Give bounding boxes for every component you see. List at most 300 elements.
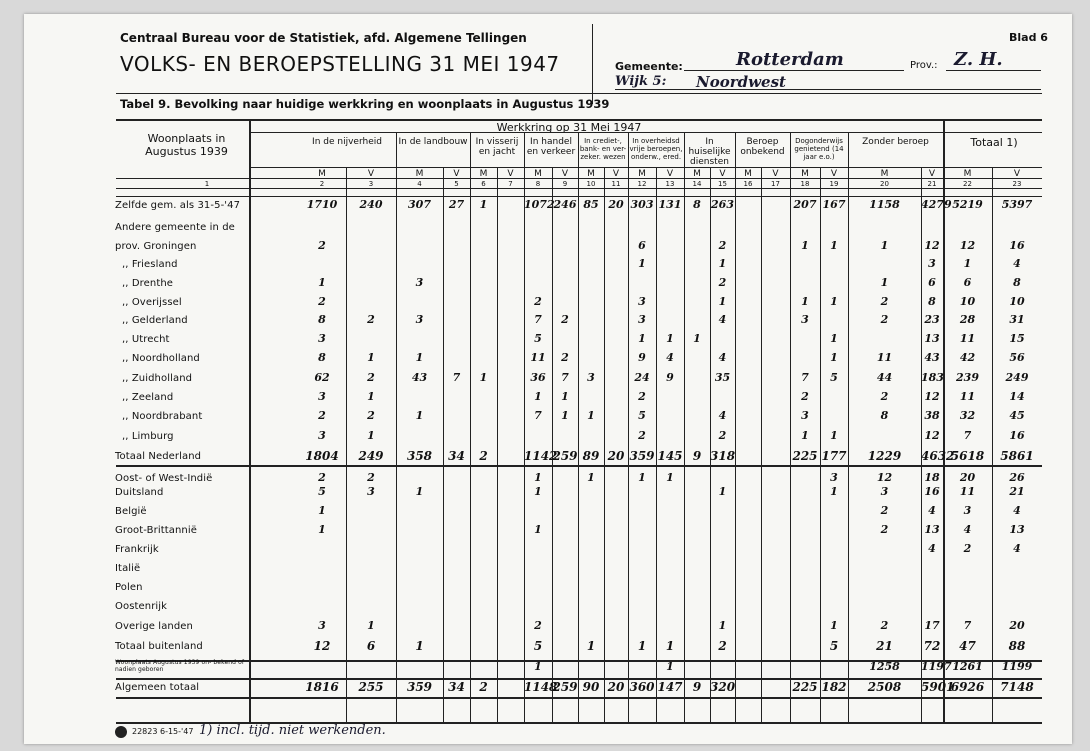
data-cell: 20	[607, 449, 625, 463]
data-cell: 7148	[1000, 680, 1034, 694]
data-cell: 3	[638, 313, 646, 326]
m-header: M	[801, 169, 809, 179]
data-cell: 1	[718, 295, 727, 308]
data-cell: 5901	[921, 680, 955, 694]
data-cell: 38	[924, 409, 940, 422]
data-cell: 303	[630, 198, 654, 211]
data-cell: 1	[479, 198, 488, 211]
data-cell: 85	[583, 198, 599, 211]
data-cell: 360	[629, 680, 655, 694]
m-header: M	[534, 169, 542, 179]
grid-rule	[116, 465, 1042, 467]
data-cell: 45	[1009, 409, 1025, 422]
census-title: VOLKS- EN BEROEPSTELLING 31 MEI 1947	[120, 52, 560, 76]
data-cell: 1	[666, 471, 674, 484]
data-cell: 6	[366, 639, 376, 653]
data-cell: 5861	[1000, 449, 1034, 463]
data-cell: 1	[561, 390, 569, 403]
data-cell: 359	[629, 449, 655, 463]
data-cell: 2	[963, 542, 972, 555]
data-cell: 1	[638, 257, 646, 270]
data-cell: 5	[318, 485, 326, 498]
grid-rule	[735, 132, 736, 723]
data-cell: 12	[313, 639, 331, 653]
column-number: 17	[771, 180, 780, 188]
data-cell: 2508	[867, 680, 902, 694]
data-cell: 1	[318, 523, 326, 536]
data-cell: 2	[718, 429, 727, 442]
data-cell: 1	[415, 409, 424, 422]
data-cell: 1261	[952, 660, 983, 673]
data-cell: 307	[408, 198, 431, 211]
data-cell: 2	[318, 295, 326, 308]
data-cell: 4632	[921, 449, 955, 463]
data-cell: 5	[829, 639, 839, 653]
column-number: 14	[692, 180, 702, 188]
row-label: Totaal Nederland	[115, 451, 202, 462]
data-cell: 2	[561, 351, 569, 364]
column-number: 21	[927, 180, 937, 188]
wijk-label: Wijk 5:	[615, 74, 667, 89]
data-cell: 15	[1009, 332, 1025, 345]
data-cell: 34	[448, 449, 465, 463]
grid-rule	[116, 196, 1042, 197]
data-cell: 1	[637, 639, 647, 653]
data-cell: 2	[880, 313, 889, 326]
data-cell: 1	[479, 371, 488, 384]
group-header: In handel en verkeer	[526, 137, 576, 157]
data-cell: 246	[553, 198, 577, 211]
data-cell: 20	[959, 471, 976, 484]
data-cell: 1	[415, 485, 424, 498]
group-header: In de landbouw	[398, 137, 468, 147]
group-header: Beroep onbekend	[740, 137, 785, 157]
data-cell: 167	[822, 198, 846, 211]
data-cell: 225	[792, 680, 818, 694]
data-cell: 358	[406, 449, 433, 463]
data-cell: 1	[665, 639, 675, 653]
sheet-number: Blad 6	[1009, 31, 1048, 44]
data-cell: 20	[608, 198, 624, 211]
grid-rule	[443, 167, 444, 723]
data-cell: 4	[718, 409, 727, 422]
data-cell: 11	[876, 351, 893, 364]
grid-rule	[552, 167, 553, 723]
data-cell: 1710	[306, 198, 338, 211]
row-label: Polen	[115, 582, 143, 593]
column-number: 16	[743, 180, 753, 188]
grid-rule	[116, 178, 1042, 179]
data-cell: 11	[530, 351, 546, 364]
data-cell: 12	[959, 239, 976, 252]
data-cell: 20	[1009, 619, 1025, 632]
data-cell: 1804	[305, 449, 339, 463]
m-header: M	[963, 169, 972, 179]
data-cell: 5	[830, 371, 838, 384]
data-cell: 1	[801, 239, 809, 252]
grid-rule	[761, 167, 762, 723]
data-cell: 1	[718, 257, 727, 270]
data-cell: 177	[821, 449, 847, 463]
group-header: In huiselijke diensten	[688, 137, 731, 167]
data-cell: 1072	[524, 198, 555, 211]
data-cell: 26	[1009, 471, 1025, 484]
m-header: M	[693, 169, 701, 179]
data-cell: 2	[318, 409, 326, 422]
data-cell: 88	[1008, 639, 1026, 653]
data-cell: 2	[880, 295, 889, 308]
data-cell: 207	[793, 198, 817, 211]
v-header: V	[666, 169, 674, 179]
data-cell: 1148	[524, 680, 558, 694]
data-cell: 7	[963, 619, 972, 632]
data-cell: 1	[718, 619, 727, 632]
data-cell: 145	[657, 449, 683, 463]
data-cell: 8	[318, 351, 326, 364]
v-header: V	[561, 169, 569, 179]
data-cell: 249	[1005, 371, 1029, 384]
data-cell: 1	[534, 523, 542, 536]
data-cell: 1	[830, 295, 838, 308]
group-header: In crediet-, bank- en ver- zeker. wezen	[579, 137, 627, 161]
data-cell: 1	[963, 257, 972, 270]
column-number: 3	[368, 180, 374, 188]
data-cell: 3	[928, 257, 936, 270]
data-cell: 34	[448, 680, 465, 694]
data-cell: 239	[956, 371, 979, 384]
grid-rule	[684, 132, 685, 723]
data-cell: 1	[534, 471, 542, 484]
data-cell: 2	[718, 276, 727, 289]
data-cell: 2	[718, 239, 727, 252]
data-cell: 2	[880, 619, 889, 632]
row-label: Oost- of West-Indië	[115, 473, 213, 484]
data-cell: 1	[318, 504, 326, 517]
data-cell: 3	[415, 313, 424, 326]
data-cell: 1	[801, 429, 809, 442]
row-label: Oostenrijk	[115, 601, 168, 612]
data-cell: 8	[1013, 276, 1021, 289]
data-cell: 2	[367, 371, 375, 384]
data-cell: 131	[658, 198, 682, 211]
group-header: Dogonderwijs genietend (14 jaar e.o.)	[794, 137, 844, 161]
data-cell: 42	[959, 351, 976, 364]
data-cell: 1229	[867, 449, 902, 463]
table-title: Tabel 9. Bevolking naar huidige werkkring en woonplaats in Augustus 1939	[120, 97, 610, 111]
data-cell: 1158	[869, 198, 900, 211]
column-number: 1	[204, 180, 210, 188]
grid-rule	[249, 132, 1042, 133]
row-label: ,, Zuidholland	[122, 373, 193, 384]
data-cell: 1	[638, 332, 646, 345]
data-cell: 7	[534, 313, 542, 326]
data-cell: 259	[552, 449, 578, 463]
data-cell: 1	[367, 429, 375, 442]
data-cell: 2	[534, 295, 542, 308]
data-cell: 1	[830, 239, 838, 252]
census-table	[24, 14, 1072, 744]
v-header: V	[507, 169, 514, 179]
data-cell: 1	[830, 332, 838, 345]
print-code: 22823 6-15-'47	[132, 727, 194, 736]
grid-rule	[249, 120, 251, 723]
data-cell: 56	[1009, 351, 1025, 364]
data-cell: 11	[959, 332, 976, 345]
data-cell: 3	[801, 409, 809, 422]
data-cell: 1	[666, 660, 674, 673]
data-cell: 6926	[950, 680, 985, 694]
data-cell: 43	[924, 351, 940, 364]
data-cell: 1816	[305, 680, 339, 694]
data-cell: 12	[876, 471, 893, 484]
row-label: Zelfde gem. als 31-5-'47	[115, 200, 241, 211]
data-cell: 5	[534, 332, 542, 345]
data-cell: 2	[534, 619, 542, 632]
data-cell: 1	[587, 471, 595, 484]
data-cell: 2	[880, 504, 889, 517]
row-label: ,, Drenthe	[122, 278, 174, 289]
data-cell: 1	[830, 619, 838, 632]
data-cell: 1	[666, 332, 674, 345]
data-cell: 1	[318, 276, 326, 289]
data-cell: 62	[314, 371, 330, 384]
grid-rule	[249, 167, 1042, 168]
wijk-value: Noordwest	[696, 73, 786, 91]
data-cell: 1142	[524, 449, 558, 463]
data-cell: 14	[1009, 390, 1025, 403]
data-cell: 3	[830, 471, 838, 484]
data-cell: 2	[367, 313, 375, 326]
row-label: ,, Noordbrabant	[122, 411, 203, 422]
data-cell: 1	[801, 295, 809, 308]
data-cell: 1	[880, 276, 889, 289]
data-cell: 2	[880, 390, 889, 403]
data-cell: 11	[959, 390, 976, 403]
m-header: M	[318, 169, 326, 179]
group-header: In de nijverheid	[312, 137, 382, 147]
data-cell: 20	[607, 680, 625, 694]
column-number: 7	[508, 180, 513, 188]
column-number: 11	[611, 180, 621, 188]
data-cell: 11	[959, 485, 976, 498]
row-label: ,, Limburg	[122, 431, 174, 442]
data-cell: 3	[638, 295, 646, 308]
data-cell: 2	[367, 409, 375, 422]
data-cell: 255	[358, 680, 384, 694]
data-cell: 5219	[952, 198, 983, 211]
data-cell: 17	[924, 619, 940, 632]
data-cell: 8	[318, 313, 326, 326]
data-cell: 225	[792, 449, 818, 463]
column-number: 9	[562, 180, 568, 188]
row-label: Frankrijk	[115, 544, 159, 555]
data-cell: 3	[880, 485, 889, 498]
column-number: 2	[319, 180, 325, 188]
data-cell: 3	[415, 276, 424, 289]
data-cell: 9	[692, 680, 702, 694]
data-cell: 5618	[950, 449, 985, 463]
data-cell: 8	[928, 295, 936, 308]
data-cell: 1	[880, 239, 889, 252]
data-cell: 16	[1009, 429, 1025, 442]
row-label: België	[115, 506, 147, 517]
column-number: 20	[880, 180, 889, 188]
data-cell: 13	[924, 523, 940, 536]
data-cell: 1	[534, 660, 542, 673]
row-label: ,, Friesland	[122, 259, 178, 270]
data-cell: 3	[801, 313, 809, 326]
data-cell: 16	[1009, 239, 1025, 252]
data-cell: 90	[582, 680, 600, 694]
grid-rule	[470, 132, 471, 723]
data-cell: 1	[693, 332, 701, 345]
v-header: V	[928, 169, 936, 179]
data-cell: 9	[666, 371, 674, 384]
data-cell: 8	[693, 198, 701, 211]
row-label: Algemeen totaal	[115, 682, 200, 693]
data-cell: 47	[959, 639, 976, 653]
data-cell: 1	[587, 409, 595, 422]
row-label: ,, Noordholland	[122, 353, 200, 364]
data-cell: 259	[552, 680, 578, 694]
data-cell: 2	[479, 680, 488, 694]
column-number: 4	[417, 180, 422, 188]
data-cell: 1	[534, 485, 542, 498]
v-header: V	[367, 169, 375, 179]
grid-rule	[628, 132, 629, 723]
data-cell: 2	[318, 471, 326, 484]
data-cell: 13	[924, 332, 940, 345]
data-cell: 359	[406, 680, 433, 694]
data-cell: 147	[657, 680, 683, 694]
data-cell: 182	[821, 680, 847, 694]
data-cell: 6	[928, 276, 936, 289]
census-form-sheet	[24, 14, 1072, 744]
prov-value: Z. H.	[954, 49, 1003, 70]
grid-rule	[524, 132, 525, 723]
data-cell: 7	[801, 371, 809, 384]
data-cell: 5397	[1001, 198, 1033, 211]
data-cell: 320	[710, 680, 736, 694]
row-label: ,, Zeeland	[122, 392, 174, 403]
data-cell: 2	[561, 313, 569, 326]
v-header: V	[772, 169, 779, 179]
data-cell: 2	[318, 239, 326, 252]
data-cell: 7	[963, 429, 972, 442]
data-cell: 318	[710, 449, 736, 463]
data-cell: 10	[1009, 295, 1025, 308]
grid-rule	[116, 697, 1042, 699]
data-cell: 3	[318, 390, 326, 403]
data-cell: 24	[634, 371, 650, 384]
row-label: Totaal buitenland	[115, 641, 203, 652]
data-cell: 2	[638, 390, 646, 403]
data-cell: 3	[367, 485, 375, 498]
grid-rule	[790, 132, 791, 723]
data-cell: 4	[718, 351, 727, 364]
column-number: 13	[665, 180, 675, 188]
column-number: 15	[718, 180, 727, 188]
data-cell: 72	[923, 639, 941, 653]
column-number: 19	[829, 180, 839, 188]
data-cell: 1	[415, 351, 424, 364]
data-cell: 21	[1009, 485, 1025, 498]
data-cell: 44	[876, 371, 893, 384]
group-header: Zonder beroep	[862, 137, 929, 147]
data-cell: 12	[924, 390, 940, 403]
data-cell: 4	[1013, 542, 1021, 555]
data-cell: 4279	[921, 198, 952, 211]
data-cell: 13	[1009, 523, 1025, 536]
data-cell: 1	[830, 485, 838, 498]
data-cell: 7	[561, 371, 569, 384]
data-cell: 4	[1013, 257, 1021, 270]
data-cell: 27	[448, 198, 465, 211]
data-cell: 2	[479, 449, 488, 463]
row-label: ,, Overijssel	[122, 297, 182, 308]
row-label: Andere gemeente in de	[115, 222, 235, 233]
data-cell: 3	[318, 332, 326, 345]
footnote: 1) incl. tijd. niet werkenden.	[199, 723, 386, 738]
data-cell: 28	[959, 313, 976, 326]
gemeente-label: Gemeente:	[615, 60, 683, 73]
bureau-name: Centraal Bureau voor de Statistiek, afd. Algemene Tellingen	[120, 31, 527, 45]
data-cell: 6	[638, 239, 646, 252]
data-cell: 1	[718, 485, 727, 498]
stub-header: Woonplaats in Augustus 1939	[145, 132, 228, 158]
data-cell: 32	[959, 409, 976, 422]
data-cell: 1	[638, 471, 646, 484]
data-cell: 43	[411, 371, 428, 384]
row-label: ,, Utrecht	[122, 334, 170, 345]
data-cell: 7	[452, 371, 461, 384]
group-header: In visserij en jacht	[475, 137, 519, 157]
data-cell: 5	[533, 639, 543, 653]
column-number: 23	[1012, 180, 1022, 188]
data-cell: 2	[367, 471, 375, 484]
data-cell: 35	[714, 371, 731, 384]
data-cell: 9	[638, 351, 646, 364]
column-number: 22	[963, 180, 972, 188]
totaal-header: Totaal 1)	[970, 136, 1018, 149]
data-cell: 3	[318, 619, 326, 632]
data-cell: 183	[921, 371, 944, 384]
gemeente-value: Rotterdam	[736, 49, 844, 70]
data-cell: 240	[359, 198, 383, 211]
row-label: Duitsland	[115, 487, 164, 498]
data-cell: 1199	[1001, 660, 1033, 673]
data-cell: 12	[924, 239, 940, 252]
v-header: V	[719, 169, 726, 179]
row-label: Woonplaats Augustus 1939 on- bekend of nadien geboren	[115, 659, 245, 673]
data-cell: 3	[963, 504, 972, 517]
data-cell: 1	[830, 351, 838, 364]
v-header: V	[612, 169, 620, 179]
row-label: prov. Groningen	[115, 241, 197, 252]
data-cell: 1	[534, 390, 542, 403]
row-label: Overige landen	[115, 621, 193, 632]
grid-rule	[943, 132, 944, 723]
data-cell: 1258	[869, 660, 900, 673]
data-cell: 1	[561, 409, 569, 422]
data-cell: 2	[718, 639, 727, 653]
data-cell: 1	[415, 639, 424, 653]
data-cell: 4	[718, 313, 727, 326]
data-cell: 10	[959, 295, 976, 308]
data-cell: 263	[711, 198, 734, 211]
data-cell: 4	[963, 523, 972, 536]
m-header: M	[479, 169, 488, 179]
